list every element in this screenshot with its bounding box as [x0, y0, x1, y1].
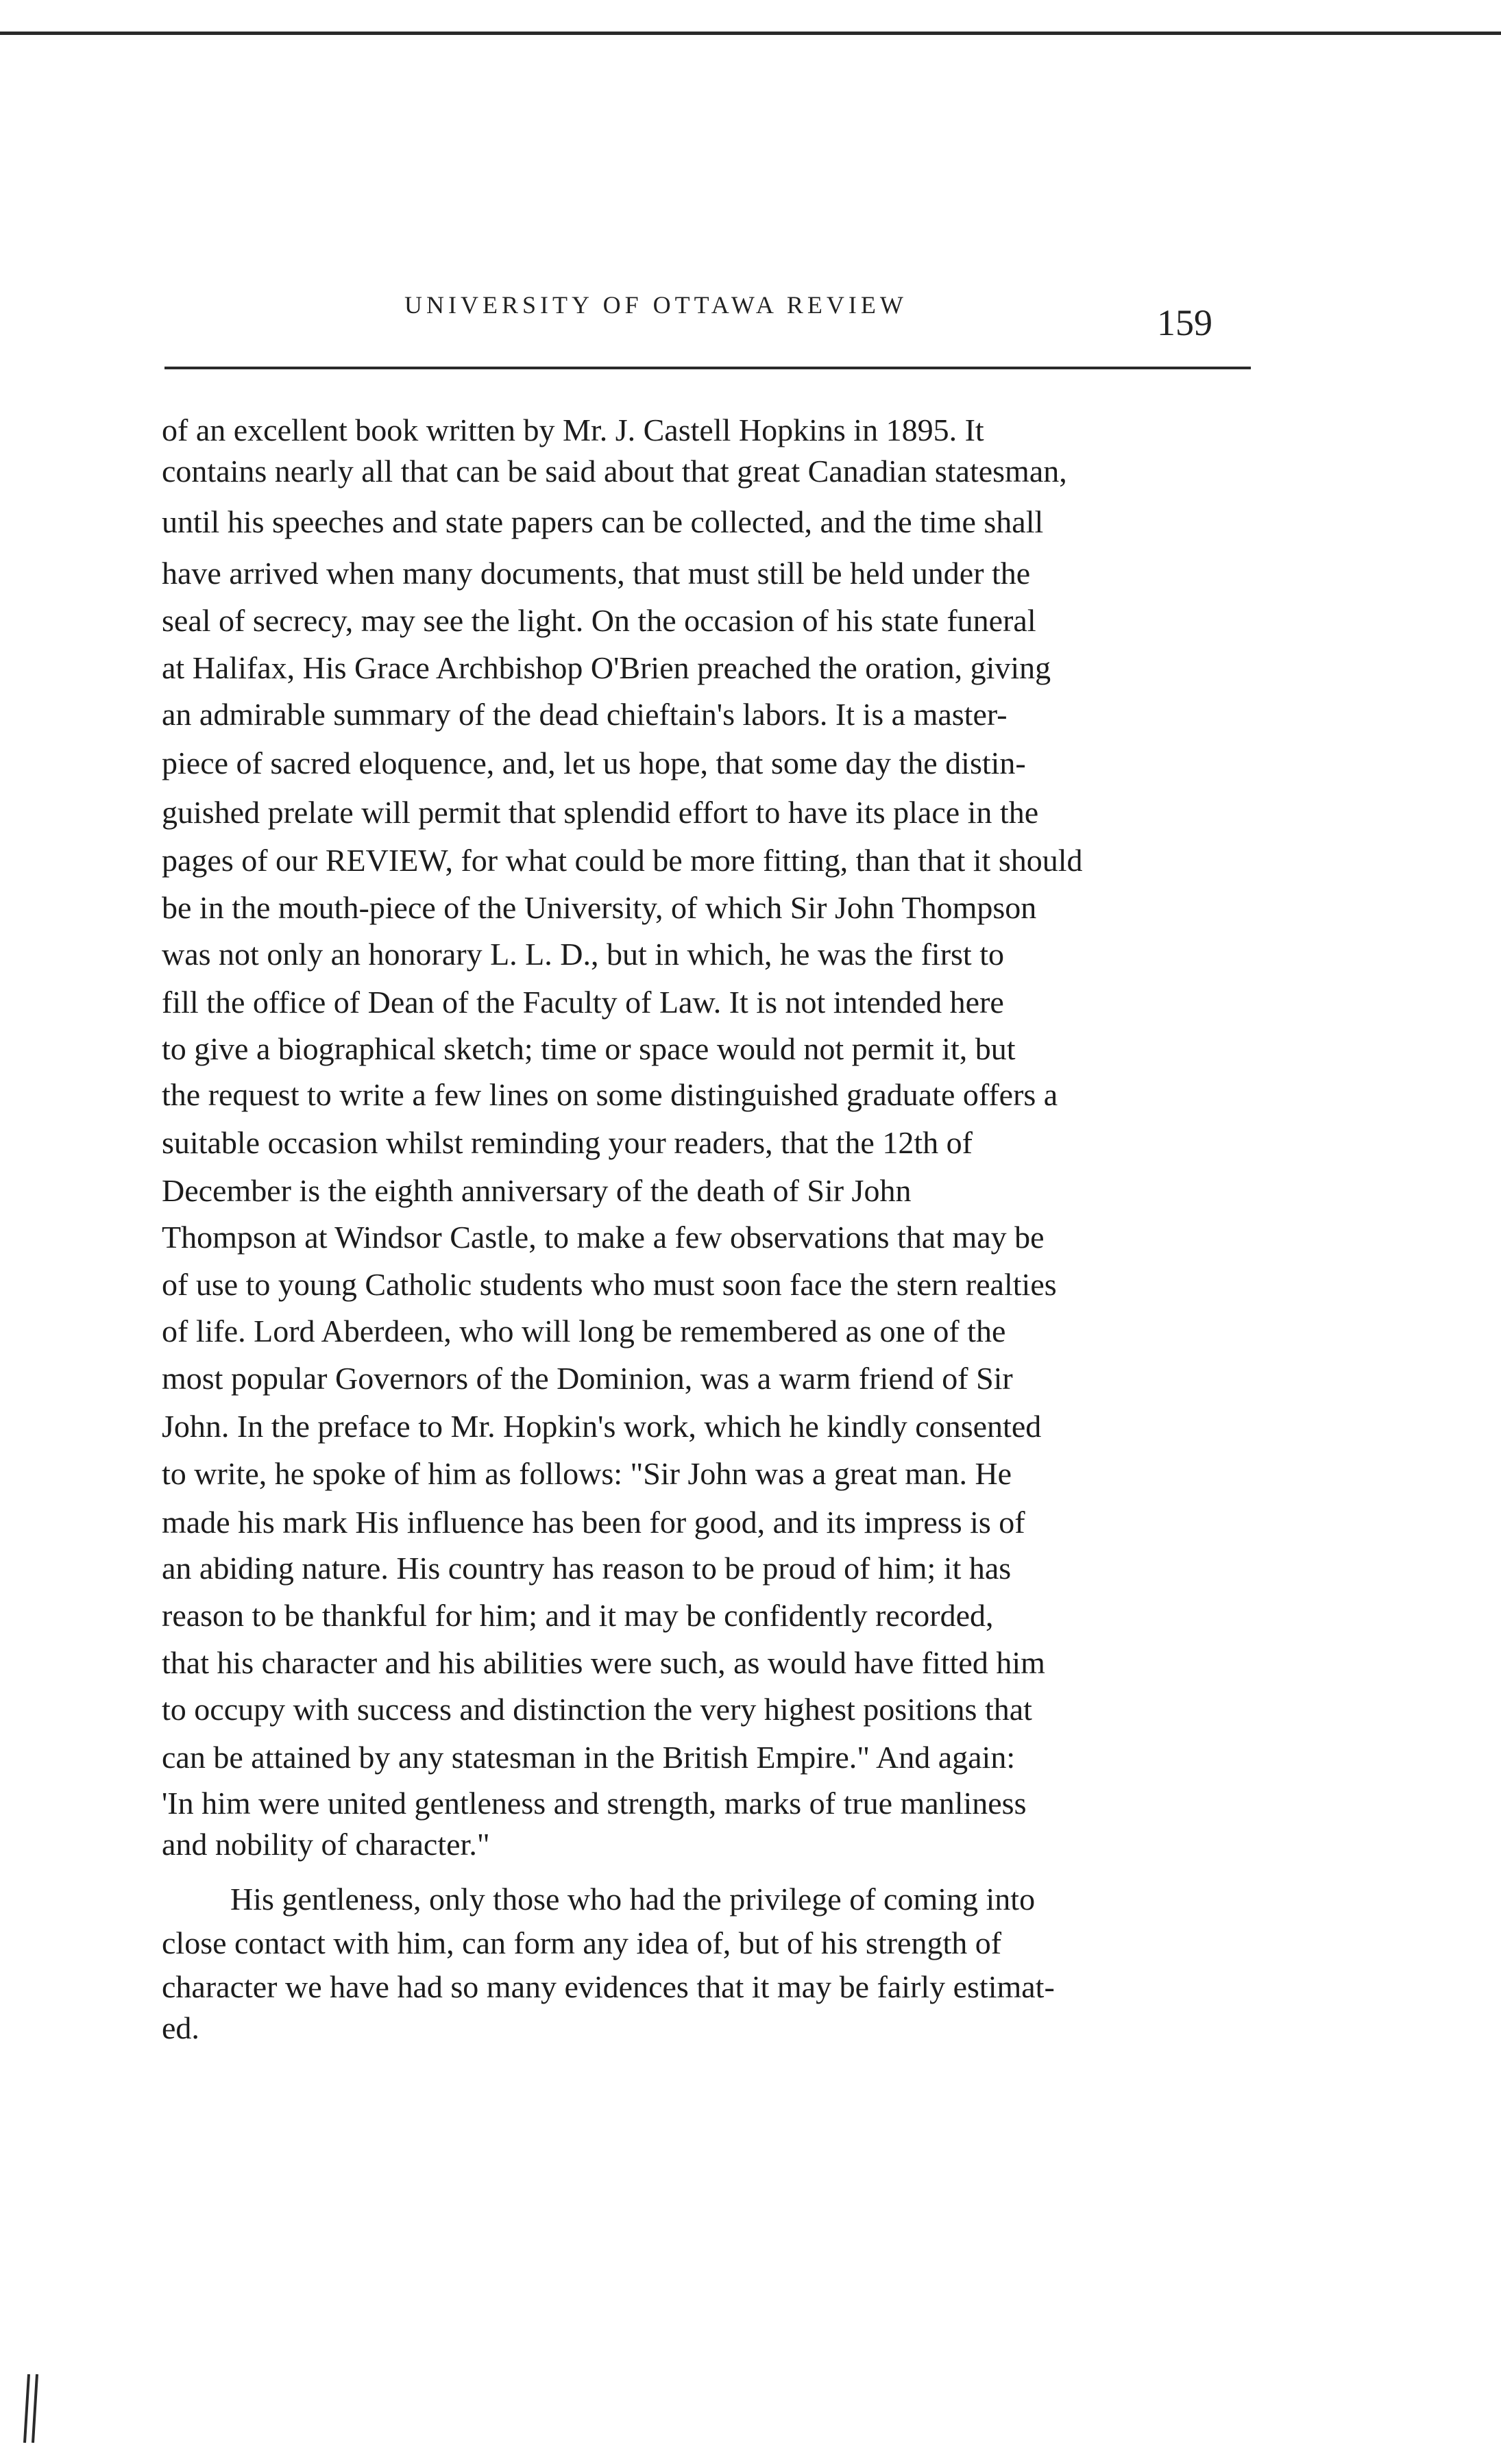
- text-line: His gentleness, only those who had the privilege of coming into: [230, 1882, 1036, 1917]
- text-line: close contact with him, can form any idea of, but of his strength of: [162, 1925, 1002, 1960]
- text-line: seal of secrecy, may see the light. On the occasion of his state funeral: [162, 603, 1036, 638]
- text-line: most popular Governors of the Dominion, was a warm friend of Sir: [162, 1361, 1013, 1396]
- text-line: to give a biographical sketch; time or space would not permit it, but: [162, 1031, 1016, 1066]
- text-line: to write, he spoke of him as follows: "Sir John was a great man. He: [162, 1456, 1012, 1491]
- text-line: until his speeches and state papers can be collected, and the time shall: [162, 504, 1044, 539]
- text-line: suitable occasion whilst reminding your readers, that the 12th of: [162, 1125, 973, 1160]
- text-line: guished prelate will permit that splendid effort to have its place in the: [162, 795, 1039, 830]
- text-line: can be attained by any statesman in the British Empire." And again:: [162, 1740, 1016, 1775]
- text-line: pages of our REVIEW, for what could be more fitting, than that it should: [162, 843, 1083, 878]
- running-head: UNIVERSITY OF OTTAWA REVIEW: [404, 291, 907, 319]
- binding-margin-mark: [21, 2371, 48, 2459]
- text-line: of an excellent book written by Mr. J. Castell Hopkins in 1895. It: [162, 412, 984, 447]
- text-line: reason to be thankful for him; and it may be confidently recorded,: [162, 1598, 994, 1633]
- text-line: that his character and his abilities were such, as would have fitted him: [162, 1645, 1045, 1680]
- text-line: the request to write a few lines on some distinguished graduate offers a: [162, 1077, 1058, 1112]
- text-line: was not only an honorary L. L. D., but in which, he was the first to: [162, 937, 1004, 972]
- text-line: have arrived when many documents, that must still be held under the: [162, 556, 1031, 591]
- text-line: made his mark His influence has been for good, and its impress is of: [162, 1505, 1025, 1540]
- text-line: fill the office of Dean of the Faculty of Law. It is not intended here: [162, 985, 1004, 1020]
- text-line: character we have had so many evidences that it may be fairly estimat-: [162, 1969, 1055, 2004]
- top-edge-rule: [0, 32, 1501, 35]
- page-number: 159: [1157, 302, 1212, 343]
- text-line: 'In him were united gentleness and strength, marks of true manliness: [162, 1786, 1027, 1821]
- text-line: John. In the preface to Mr. Hopkin's work, which he kindly consented: [162, 1409, 1042, 1444]
- text-line: an admirable summary of the dead chieftain's labors. It is a master-: [162, 697, 1008, 732]
- text-line: piece of sacred eloquence, and, let us hope, that some day the distin-: [162, 746, 1026, 780]
- text-line: of life. Lord Aberdeen, who will long be remembered as one of the: [162, 1314, 1006, 1348]
- text-line: be in the mouth-piece of the University, of which Sir John Thompson: [162, 890, 1037, 925]
- text-line: an abiding nature. His country has reason to be proud of him; it has: [162, 1551, 1012, 1586]
- text-line: at Halifax, His Grace Archbishop O'Brien preached the oration, giving: [162, 650, 1051, 685]
- text-line: of use to young Catholic students who must soon face the stern realties: [162, 1267, 1057, 1302]
- text-line: to occupy with success and distinction the very highest positions that: [162, 1692, 1032, 1727]
- text-line: ed.: [162, 2010, 199, 2045]
- header-rule: [164, 367, 1251, 369]
- binding-mark-icon: [21, 2371, 48, 2446]
- text-line: contains nearly all that can be said about that great Canadian statesman,: [162, 454, 1067, 489]
- text-line: Thompson at Windsor Castle, to make a few observations that may be: [162, 1220, 1045, 1255]
- text-line: and nobility of character.": [162, 1827, 490, 1862]
- text-line: December is the eighth anniversary of the death of Sir John: [162, 1173, 912, 1208]
